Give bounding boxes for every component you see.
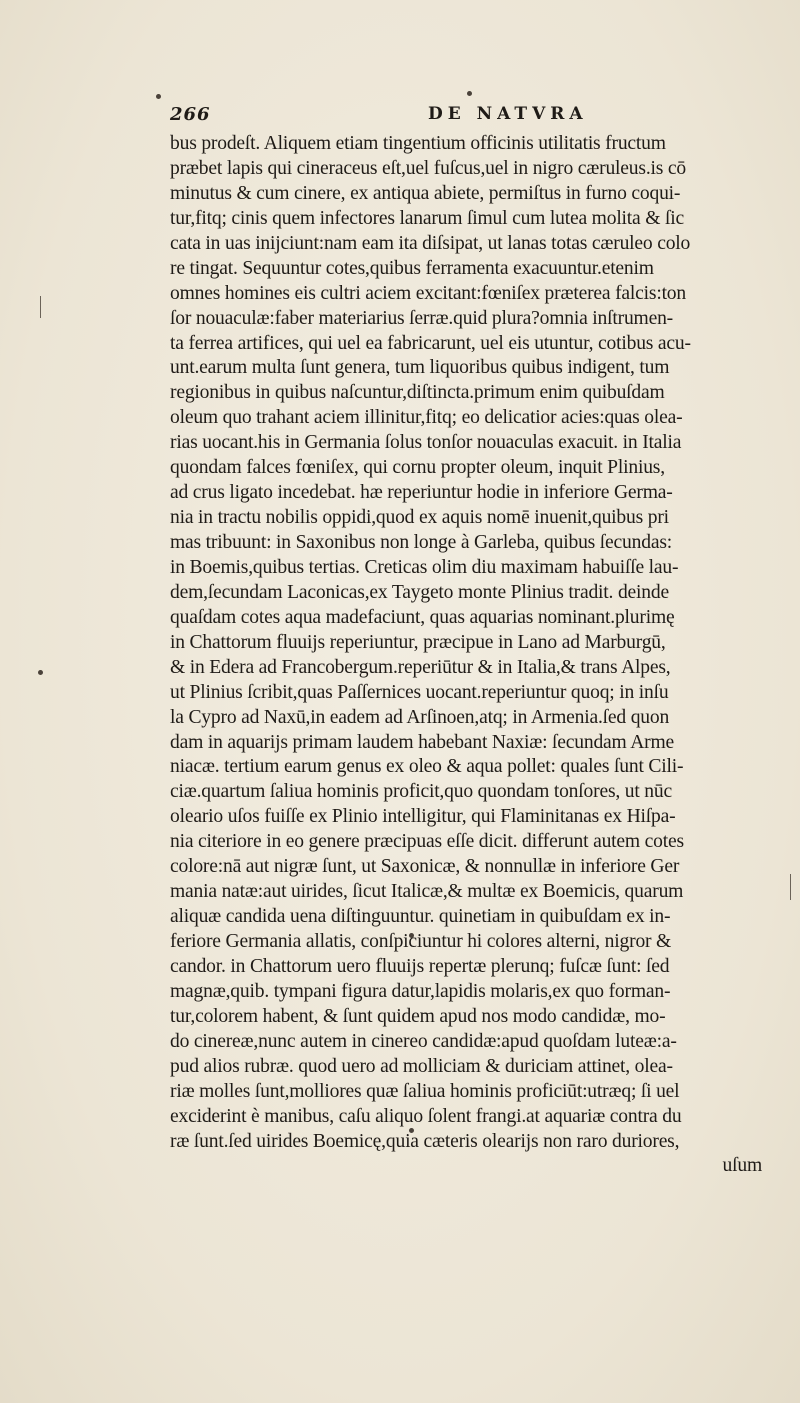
text-line: ut Plinius ſcribit,quas Paſſernices uocant.reperiuntur quoq; in inſu xyxy=(170,681,669,703)
text-line: colore:nā aut nigræ ſunt, ut Saxonicæ, & nonnullæ in inferiore Ger xyxy=(170,856,680,878)
page-number: 266 xyxy=(170,104,211,125)
text-line: tur,fitq; cinis quem infectores lanarum ſimul cum lutea molita & ſic xyxy=(170,207,684,229)
text-line: re tingat. Sequuntur cotes,quibus ferramenta exacuuntur.etenim xyxy=(170,257,654,279)
text-line: ciæ.quartum ſaliua hominis proficit,quo quondam tonſores, ut nūc xyxy=(170,781,672,803)
text-line: pud alios rubræ. quod uero ad molliciam & duriciam attinet, olea- xyxy=(170,1055,673,1077)
text-line: nia citeriore in eo genere præcipuas eſſe dicit. differunt autem cotes xyxy=(170,831,684,853)
text-line: in Boemis,quibus tertias. Creticas olim diu maximam habuiſſe lau- xyxy=(170,556,679,578)
text-line: tur,colorem habent, & ſunt quidem apud nos modo candidæ, mo- xyxy=(170,1005,666,1027)
text-line: bus prodeſt. Aliquem etiam tingentium officinis utilitatis fructum xyxy=(170,133,666,154)
text-line: ræ ſunt.ſed uirides Boemicę,quia cæteris olearijs non raro duriores, xyxy=(170,1130,680,1152)
catchword: uſum xyxy=(722,1155,762,1177)
text-line: minutus & cum cinere, ex antiqua abiete, permiſtus in furno coqui- xyxy=(170,182,681,204)
text-line: do cinereæ,nunc autem in cinereo candidæ:apud quoſdam luteæ:a- xyxy=(170,1030,677,1052)
text-line: regionibus in quibus naſcuntur,diſtincta.primum enim quibuſdam xyxy=(170,382,665,404)
text-line: dam in aquarijs primam laudem habebant Naxiæ: ſecundam Arme xyxy=(170,731,675,753)
text-line: dem,ſecundam Laconicas,ex Taygeto monte Plinius tradit. deinde xyxy=(170,581,669,603)
text-line: mania natæ:aut uirides, ſicut Italicæ,& multæ ex Boemicis, quarum xyxy=(170,881,684,903)
text-line: mas tribuunt: in Saxonibus non longe à Garleba, quibus ſecundas: xyxy=(170,532,672,553)
margin-mark xyxy=(40,296,41,318)
text-line: omnes homines eis cultri aciem excitant:fœniſex præterea falcis:ton xyxy=(170,282,687,304)
text-line: rias uocant.his in Germania ſolus tonſor nouaculas exacuit. in Italia xyxy=(170,432,682,454)
page-header xyxy=(170,104,790,134)
text-line: magnæ,quib. tympani figura datur,lapidis molaris,ex quo forman- xyxy=(170,980,671,1002)
text-line: aliquæ candida uena diſtinguuntur. quinetiam in quibuſdam ex in- xyxy=(170,906,671,928)
text-line: præbet lapis qui cineraceus eſt,uel fuſcus,uel in nigro cæruleus.is cō xyxy=(170,157,686,179)
text-line: ta ferrea artifices, qui uel ea fabricarunt, uel eis utuntur, cotibus acu- xyxy=(170,332,691,354)
text-line: in Chattorum fluuijs reperiuntur, præcipue in Lano ad Marburgū, xyxy=(170,631,666,653)
text-line: oleum quo trahant aciem illinitur,fitq; eo delicatior acies:quas olea- xyxy=(170,407,683,429)
margin-mark xyxy=(790,874,791,900)
ink-speck xyxy=(467,91,472,96)
text-line: la Cypro ad Naxū,in eadem ad Arſinoen,atq; in Armenia.ſed quon xyxy=(170,706,670,728)
text-line: riæ molles ſunt,molliores quæ ſaliua hominis proficiūt:utræq; ſi uel xyxy=(170,1080,680,1102)
text-line: oleario uſos fuiſſe ex Plinio intelligitur, qui Flaminitanas ex Hiſpa- xyxy=(170,806,676,828)
text-line: quaſdam cotes aqua madefaciunt, quas aquarias nominant.plurimę xyxy=(170,606,675,628)
text-line: quondam falces fœniſex, qui cornu propter oleum, inquit Plinius, xyxy=(170,457,665,479)
text-line: cata in uas inijciunt:nam eam ita diſsipat, ut lanas totas cæruleo colo xyxy=(170,232,691,254)
text-line: feriore Germania allatis, conſpiciuntur hi colores alterni, nigror & xyxy=(170,931,672,952)
text-line: niacæ. tertium earum genus ex oleo & aqua pollet: quales ſunt Cili- xyxy=(170,756,684,778)
text-line: unt.earum multa ſunt genera, tum liquoribus quibus indigent, tum xyxy=(170,357,670,379)
main-text xyxy=(170,132,790,1179)
ink-speck xyxy=(38,670,43,675)
text-line: exciderint è manibus, caſu aliquo ſolent frangi.at aquariæ contra du xyxy=(170,1105,682,1127)
text-line: & in Edera ad Francobergum.reperiūtur & in Italia,& trans Alpes, xyxy=(170,656,671,678)
text-line: nia in tractu nobilis oppidi,quod ex aquis nomē inuenit,quibus pri xyxy=(170,507,669,529)
text-line: ad crus ligato incedebat. hæ reperiuntur hodie in inferiore Germa- xyxy=(170,482,673,504)
text-line: candor. in Chattorum uero fluuijs repertæ plerunq; fuſcæ ſunt: ſed xyxy=(170,955,670,977)
text-line: ſor nouaculæ:faber materiarius ſerræ.quid plura?omnia inſtrumen- xyxy=(170,307,673,329)
ink-speck xyxy=(156,94,161,99)
running-title: DE NATVRA xyxy=(428,104,588,124)
